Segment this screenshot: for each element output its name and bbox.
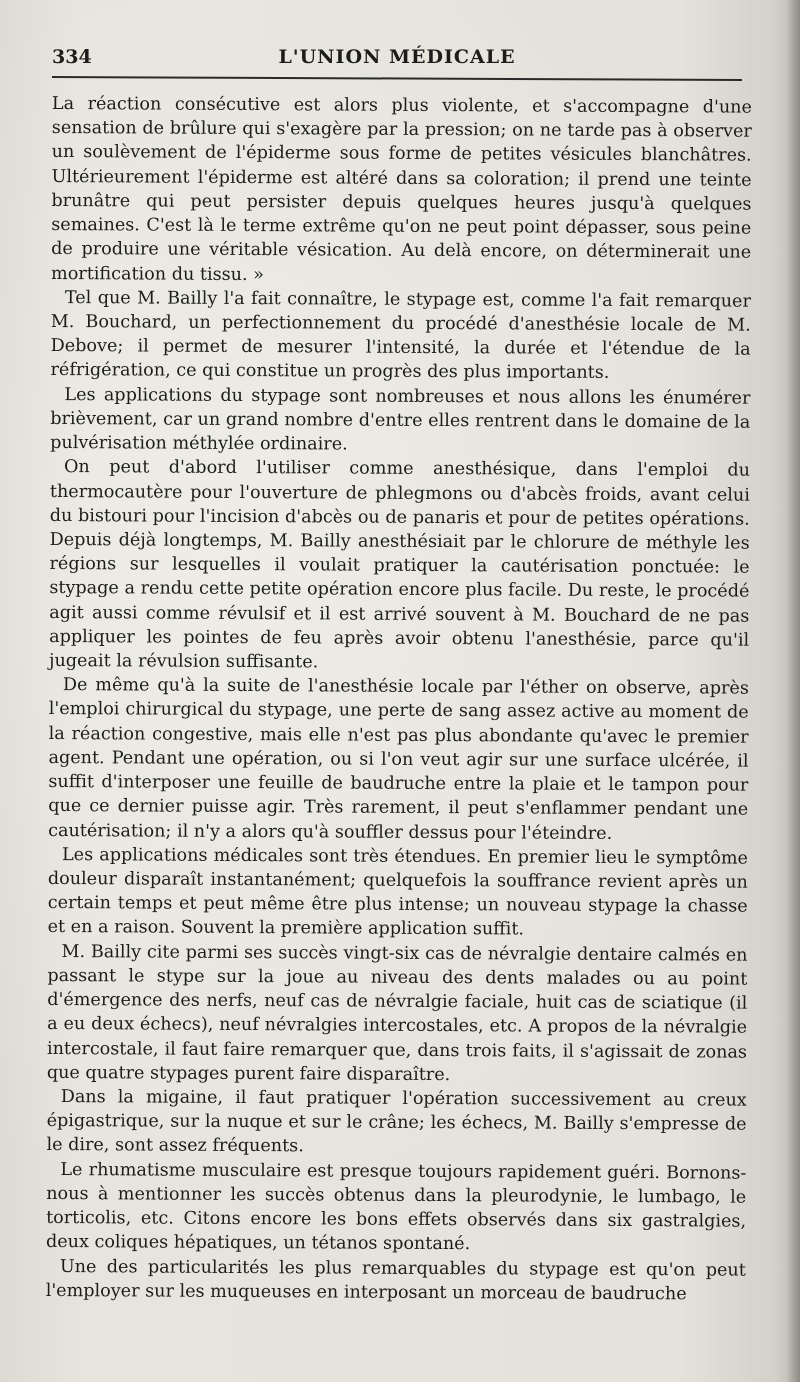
paragraph-blood-loss: De même qu'à la suite de l'anesthésie locale par l'éther on observe, après l'emploi chirurgical du stypage, une perte de sang assez active au moment de la réaction congestive, mais elle n'est pas plus abondante qu'avec le premier agent. Pendant une opération, ou si l'on veut agir sur une surface ulcérée, il suffit d'interposer une feuille de baudruche entre la plaie et le tampon pour que ce dernier puisse agir. Très rarement, il peut s'enflammer pendant une cautérisation; il n'y a alors qu'à souffler dessus pour l'éteindre. [48, 675, 749, 844]
paragraph-anesthetic-use: On peut d'abord l'utiliser comme anesthésique, dans l'emploi du thermocautère pour l'ouverture de phlegmons ou d'abcès froids, avant celui du bistouri pour l'incision d'abcès ou de panaris et pour de petites opérations. Depuis déjà longtemps, M. Bailly anesthésiait par le chlorure de méthyle les régions sur lesquelles il voulait pratiquer la cautérisation ponctuée: le stypage a rendu cette petite opération encore plus facile. Du reste, le procédé agit aussi comme révulsif et il est arrivé souvent à M. Bouchard de ne pas appliquer les pointes de feu après avoir obtenu l'anesthésie, parce qu'il jugeait la révulsion suffisante. [48, 457, 751, 673]
paragraph-stypage-definition: Tel que M. Bailly l'a fait connaître, le stypage est, comme l'a fait remarquer M. Bouchard, un perfectionnement du procédé d'anesthésie locale de M. Debove; il permet de mesurer l'intensité, la durée et l'étendue de la réfrigération, ce qui constitue un progrès des plus importants. [50, 287, 751, 384]
paragraph-mucous-membranes: Une des particularités les plus remarquables du stypage est qu'on peut l'employer sur les muqueuses en interposant un morceau de baudruche [45, 1256, 746, 1305]
paragraph-reaction: La réaction consécutive est alors plus violente, et s'accompagne d'une sensation de brûlure qui s'exagère par la pression; on ne tarde pas à observer un soulèvement de l'épiderme sous forme de petites vésicules blanchâtres. Ultérieurement l'épiderme est altéré dans sa coloration; il prend une teinte brunâtre qui peut persister depuis quelques heures jusqu'à quelques semaines. C'est là le terme extrême qu'on ne peut point dépasser, sous peine de produire une véritable vésication. Au delà encore, on déterminerait une mortification du tissu. » [50, 93, 752, 285]
running-head [52, 42, 742, 76]
paragraph-applications-intro: Les applications du stypage sont nombreuses et nous allons les énumérer brièvement, car un grand nombre d'entre elles rentrent dans le domaine de la pulvérisation méthylée ordinaire. [50, 384, 751, 455]
header-rule [52, 76, 742, 81]
page-number: 334 [52, 46, 92, 68]
paragraph-migraine: Dans la migaine, il faut pratiquer l'opération successivement au creux épigastrique, sur la nuque et sur le crâne; les échecs, M. Bailly s'empresse de le dire, sont assez fréquents. [46, 1087, 747, 1157]
paragraph-neuralgia-cases: M. Bailly cite parmi ses succès vingt-six cas de névralgie dentaire calmés en passant le stype sur la joue au niveau des dents malades ou au point d'émergence des nerfs, neuf cas de névralgie faciale, huit cas de sciatique (il a eu deux échecs), neuf névralgies intercostales, etc. A propos de la névralgie intercostale, il faut faire remarquer que, dans trois faits, il s'agissait de zonas que quatre stypages purent faire disparaître. [46, 941, 748, 1085]
paragraph-medical-applications: Les applications médicales sont très étendues. En premier lieu le symptôme douleur disparaît instantanément; quelquefois la souffrance revient après un certain temps et peut même être plus intense; un nouveau stypage la chasse et en a raison. Souvent la première application suffit. [47, 844, 749, 940]
paragraph-rheumatism: Le rhumatisme musculaire est presque toujours rapidement guéri. Bornons-nous à mentionner les succès obtenus dans la pleurodynie, le lumbago, le torticolis, etc. Citons encore les bons effets observés dans six gastralgies, deux coliques hépatiques, un tétanos spontané. [45, 1159, 747, 1255]
journal-title: L'UNION MÉDICALE [278, 46, 516, 68]
article-body [46, 92, 752, 1307]
